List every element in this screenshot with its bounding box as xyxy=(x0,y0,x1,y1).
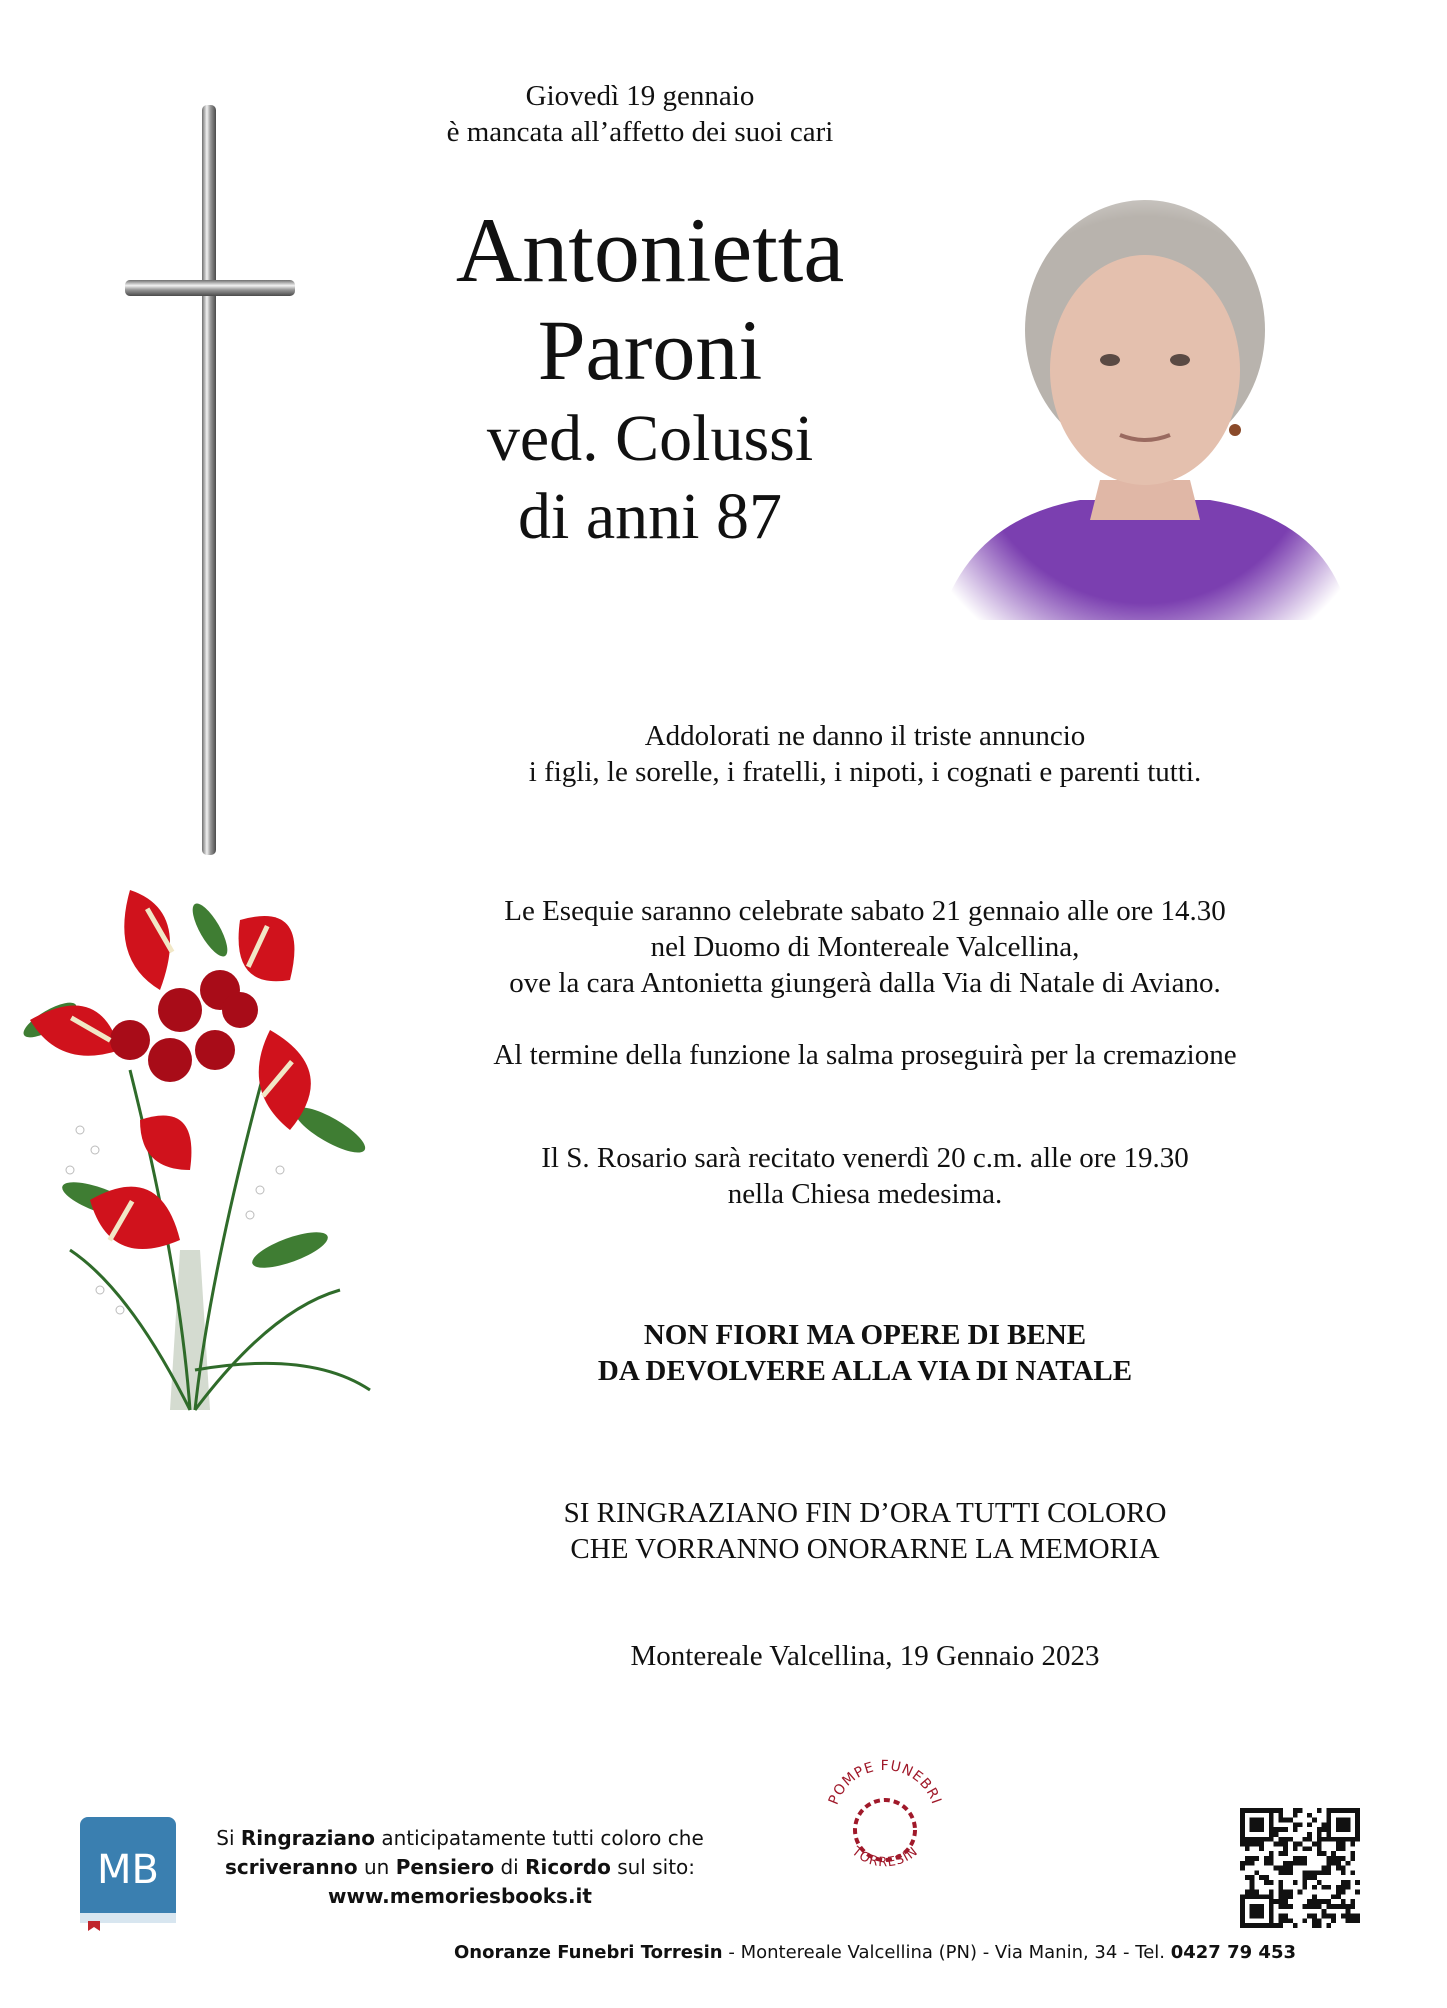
pompe-funebri-seal xyxy=(810,1740,960,1890)
company-address: - Montereale Valcellina (PN) - Via Manin, 34 - Tel. xyxy=(722,1942,1171,1963)
notice-line: NON FIORI MA OPERE DI BENE xyxy=(643,1319,1087,1351)
rosary-line: nella Chiesa medesima. xyxy=(727,1178,1003,1210)
memoriesbooks-message xyxy=(195,1824,725,1911)
memoriesbooks-logo xyxy=(78,1815,178,1933)
thanks-text xyxy=(385,1495,1345,1567)
qr-code-icon[interactable] xyxy=(1240,1808,1360,1928)
company-info xyxy=(380,1942,1370,1963)
place-date: Montereale Valcellina, 19 Gennaio 2023 xyxy=(630,1640,1100,1672)
rosary-line: Il S. Rosario sarà recitato venerdì 20 c.m. alle ore 19.30 xyxy=(541,1142,1189,1174)
announcement-line: Addolorati ne danno il triste annuncio xyxy=(644,720,1086,752)
seal-top-text: POMPE FUNEBRI xyxy=(825,1757,945,1807)
first-name: Antonietta xyxy=(455,199,845,301)
announcement-line: i figli, le sorelle, i fratelli, i nipoti, i cognati e parenti tutti. xyxy=(528,756,1202,788)
funeral-line: ove la cara Antonietta giungerà dalla Via di Natale di Aviano. xyxy=(509,967,1221,999)
intro-text xyxy=(380,78,900,150)
last-name: Paroni xyxy=(537,302,763,398)
funeral-line: nel Duomo di Montereale Valcellina, xyxy=(650,931,1080,963)
rosary-details xyxy=(385,1140,1345,1212)
notice-line: DA DEVOLVERE ALLA VIA DI NATALE xyxy=(597,1355,1133,1387)
cross-icon xyxy=(120,100,300,860)
mb-url[interactable]: www.memoriesbooks.it xyxy=(328,1884,592,1908)
flowers-image xyxy=(10,870,380,1415)
donation-notice xyxy=(385,1317,1345,1389)
seal-bottom-text: TORRESIN xyxy=(848,1844,922,1871)
company-name: Onoranze Funebri Torresin xyxy=(454,1942,723,1963)
mb-line: Si Ringraziano anticipatamente tutti coloro che xyxy=(216,1826,704,1850)
cremation-text: Al termine della funzione la salma proseguirà per la cremazione xyxy=(493,1039,1237,1071)
age: di anni 87 xyxy=(518,480,782,553)
thanks-line: SI RINGRAZIANO FIN D’ORA TUTTI COLORO xyxy=(563,1497,1167,1529)
mb-logo-text: MB xyxy=(97,1847,159,1893)
funeral-line: Le Esequie saranno celebrate sabato 21 gennaio alle ore 14.30 xyxy=(504,895,1226,927)
intro-phrase: è mancata all’affetto dei suoi cari xyxy=(446,116,834,148)
deceased-name-block xyxy=(400,200,900,556)
funeral-details xyxy=(385,893,1345,1001)
portrait-photo xyxy=(930,180,1360,640)
svg-text:TORRESIN xyxy=(848,1844,921,1871)
thanks-line: CHE VORRANNO ONORARNE LA MEMORIA xyxy=(570,1533,1160,1565)
intro-date: Giovedì 19 gennaio xyxy=(525,80,755,112)
mb-line: scriveranno un Pensiero di Ricordo sul sito: xyxy=(224,1855,696,1879)
announcement-text xyxy=(385,718,1345,790)
company-phone: 0427 79 453 xyxy=(1170,1942,1296,1963)
widow-of: ved. Colussi xyxy=(486,402,814,475)
